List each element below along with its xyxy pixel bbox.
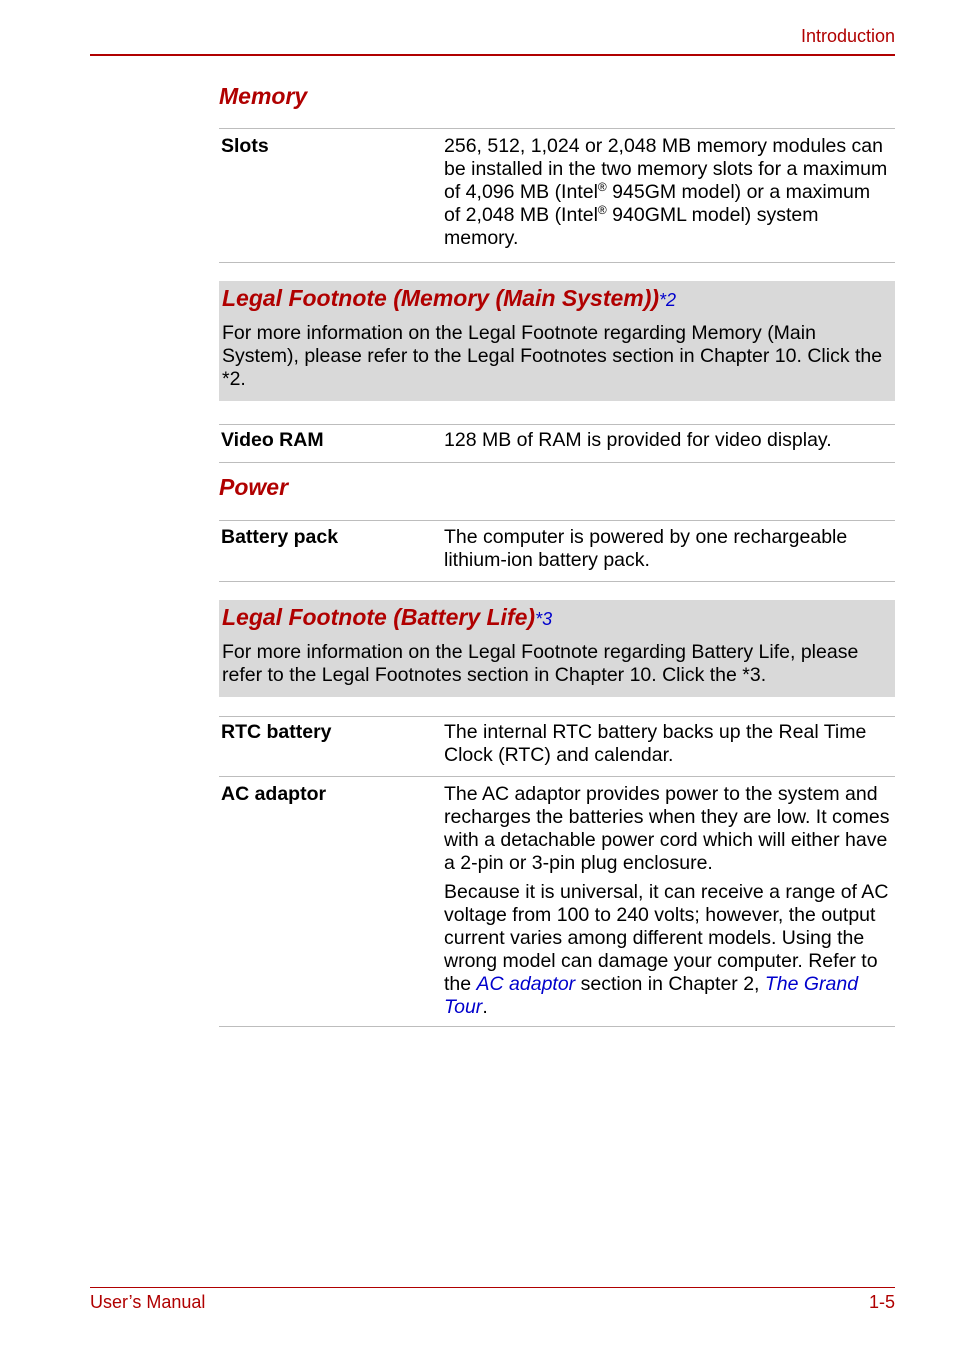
legal-footnote-memory-body: For more information on the Legal Footnote regarding Memory (Main System), please refer to the Legal Footnotes section in Chapter 10. Click the *2. bbox=[222, 322, 883, 390]
ac-adaptor-label: AC adaptor bbox=[221, 783, 327, 805]
legal-footnote-memory-box bbox=[219, 281, 895, 401]
footer-page-number: 1-5 bbox=[868, 1292, 895, 1312]
table-rule bbox=[219, 462, 895, 463]
slots-label: Slots bbox=[221, 135, 269, 157]
table-rule bbox=[219, 716, 895, 717]
power-heading: Power bbox=[219, 474, 289, 500]
legal-footnote-battery-body: For more information on the Legal Footnote regarding Battery Life, please refer to the Legal Footnotes section in Chapter 10. Click the *3. bbox=[222, 641, 859, 686]
table-rule bbox=[219, 581, 895, 582]
table-rule bbox=[219, 128, 895, 129]
legal-footnote-battery-title: Legal Footnote (Battery Life)*3 bbox=[222, 604, 553, 630]
legal-footnote-memory-ref-link[interactable]: *2 bbox=[659, 290, 677, 310]
table-rule bbox=[219, 520, 895, 521]
footer-rule bbox=[90, 1287, 895, 1288]
ac-adaptor-paragraph-1: The AC adaptor provides power to the system and recharges the batteries when they are low. It comes with a detachable power cord which will either have a 2-pin or 3-pin plug enclosure. bbox=[444, 783, 890, 874]
slots-description: 256, 512, 1,024 or 2,048 MB memory modules can be installed in the two memory slots for a maximum of 4,096 MB (Intel® 945GM model) or a maximum of 2,048 MB (Intel® 940GML model) system memory. bbox=[444, 135, 888, 249]
rtc-battery-description: The internal RTC battery backs up the Real Time Clock (RTC) and calendar. bbox=[444, 721, 867, 766]
battery-pack-label: Battery pack bbox=[221, 526, 339, 548]
video-ram-description: 128 MB of RAM is provided for video display. bbox=[444, 429, 832, 451]
ac-adaptor-link[interactable]: AC adaptor bbox=[476, 973, 576, 995]
video-ram-label: Video RAM bbox=[221, 429, 324, 451]
ac-adaptor-paragraph-2: Because it is universal, it can receive a range of AC voltage from 100 to 240 volts; however, the output current varies among different models. Using the wrong model can damage your computer. Refer to the AC adaptor section in Chapter 2, The Grand Tour. bbox=[444, 881, 889, 1018]
grand-tour-link[interactable]: The Grand Tour bbox=[444, 973, 859, 1018]
legal-footnote-battery-box bbox=[219, 600, 895, 697]
table-rule bbox=[219, 424, 895, 425]
table-rule bbox=[219, 1026, 895, 1027]
memory-heading: Memory bbox=[219, 83, 308, 109]
chapter-header: Introduction bbox=[800, 26, 895, 46]
table-rule bbox=[219, 776, 895, 777]
legal-footnote-memory-title: Legal Footnote (Memory (Main System))*2 bbox=[222, 285, 677, 311]
battery-pack-description: The computer is powered by one rechargeable lithium-ion battery pack. bbox=[444, 526, 848, 571]
footer-manual-title: User’s Manual bbox=[90, 1292, 206, 1312]
table-rule bbox=[219, 262, 895, 263]
legal-footnote-battery-ref-link[interactable]: *3 bbox=[535, 609, 553, 629]
rtc-battery-label: RTC battery bbox=[221, 721, 332, 743]
header-rule bbox=[90, 54, 895, 56]
ac-adaptor-description bbox=[444, 783, 890, 1019]
